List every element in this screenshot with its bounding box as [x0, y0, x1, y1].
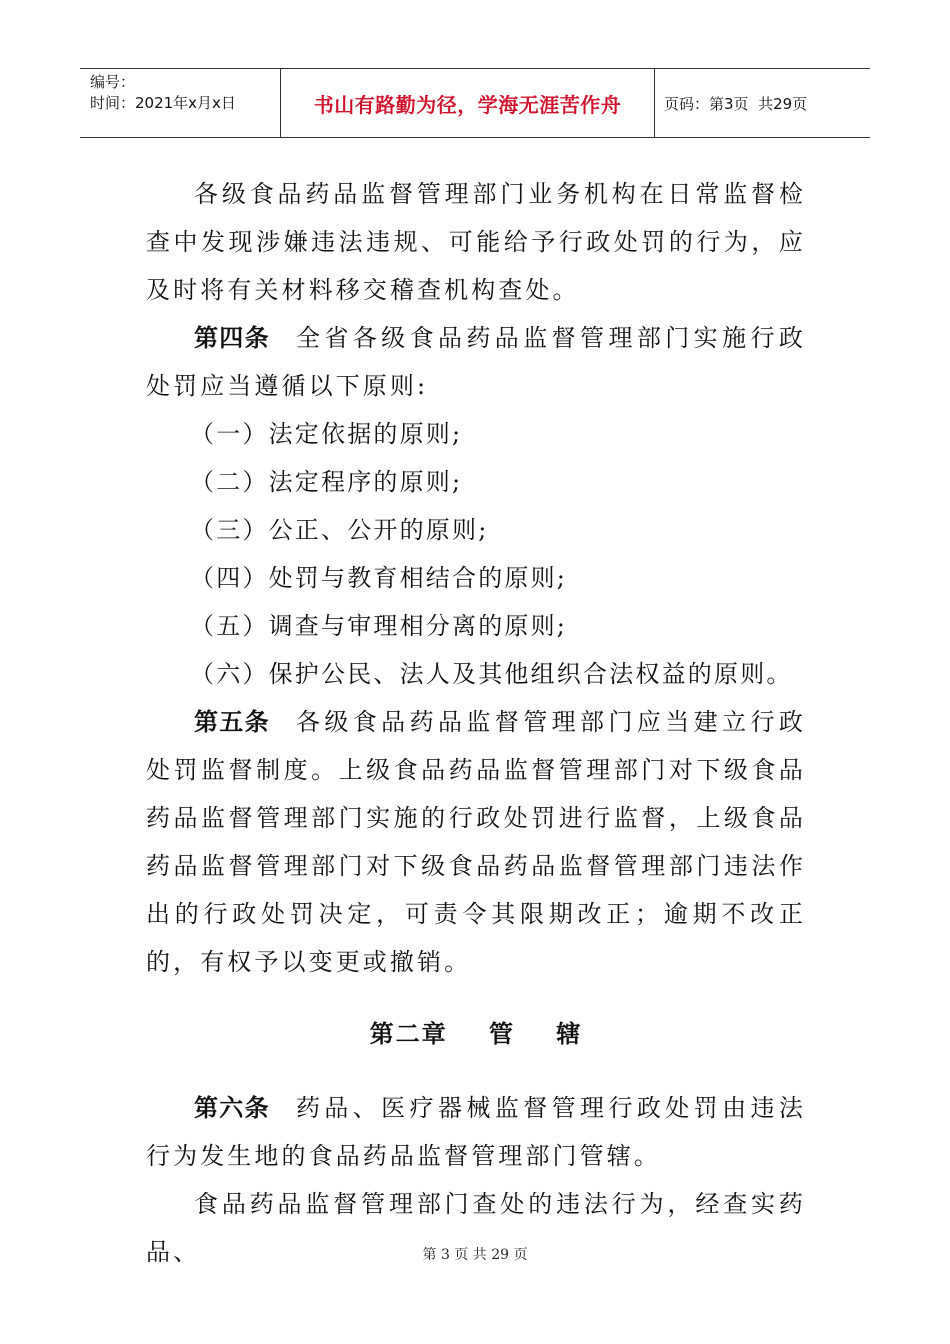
article-6-label: 第六条	[194, 1094, 270, 1122]
header-meta-cell	[80, 69, 281, 137]
list-item: （六）保护公民、法人及其他组织合法权益的原则。	[190, 660, 793, 688]
document-body	[146, 170, 806, 1276]
article-5	[146, 698, 806, 986]
list-item: （四）处罚与教育相结合的原则;	[190, 564, 568, 592]
page-header	[80, 68, 870, 138]
header-page-info-cell	[655, 69, 870, 137]
article-4-label: 第四条	[194, 324, 270, 352]
article-4-text: 全省各级食品药品监督管理部门实施行政处罚应当遵循以下原则:	[146, 324, 806, 400]
list-item: （二）法定程序的原则;	[190, 468, 463, 496]
article-6-continuation: 食品药品监督管理部门查处的违法行为，经查实药品、	[146, 1190, 806, 1266]
document-number-label: 编号：	[90, 73, 136, 91]
list-item: （一）法定依据的原则;	[190, 420, 463, 448]
chapter-title: 第二章 管 辖	[369, 1020, 583, 1048]
list-item: （五）调查与审理相分离的原则;	[190, 612, 568, 640]
list-item: （三）公正、公开的原则;	[190, 516, 489, 544]
header-page-info: 页码：第3页 共29页	[664, 94, 808, 113]
article-6-text: 药品、医疗器械监督管理行政处罚由违法行为发生地的食品药品监督管理部门管辖。	[146, 1094, 806, 1170]
article-5-label: 第五条	[194, 708, 270, 736]
article-4	[146, 314, 806, 410]
article-5-text: 各级食品药品监督管理部门应当建立行政处罚监督制度。上级食品药品监督管理部门对下级食品药品监督管理部门实施的行政处罚进行监督，上级食品药品监督管理部门对下级食品药品监督管理部门违法作出的行政处罚决定，可责令其限期改正；逾期不改正的，有权予以变更或撤销。	[146, 708, 806, 976]
header-slogan: 书山有路勤为径，学海无涯苦作舟	[281, 69, 655, 137]
document-time-label: 时间：2021年x月x日	[90, 94, 236, 112]
page-footer: 第 3 页 共 29 页	[422, 1247, 528, 1263]
article-6	[146, 1084, 806, 1180]
body-paragraph: 各级食品药品监督管理部门业务机构在日常监督检查中发现涉嫌违法违规、可能给予行政处罚的行为，应及时将有关材料移交稽查机构查处。	[146, 180, 806, 304]
